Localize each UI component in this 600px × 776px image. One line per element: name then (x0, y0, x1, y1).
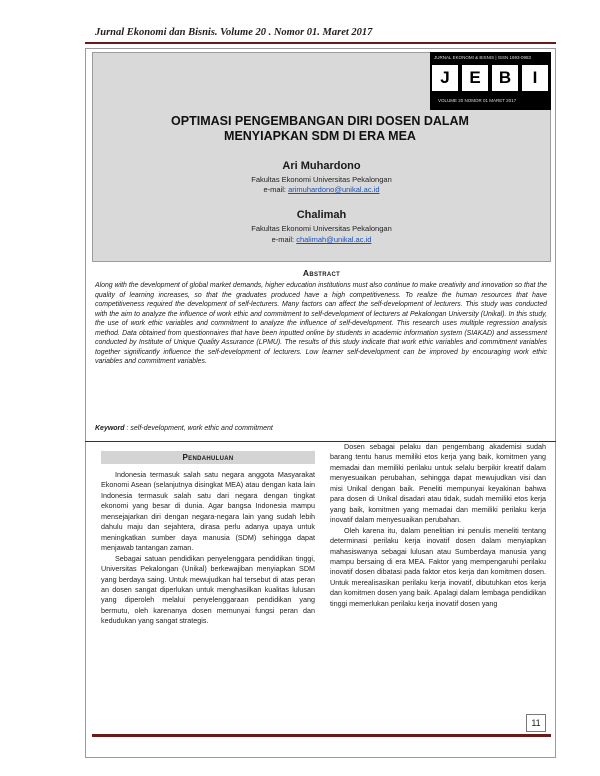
body-paragraph: Indonesia termasuk salah satu negara anggota Masyarakat Ekonomi Asean (selanjutnya disingkat MEA) atau dengan kata lain Indonesia termasuk salah satu dari negara dengan tingkat ekonomi yang besar di dunia. Agar bangsa Indonesia mampu mensejajarkan diri dengan negara-negara lain yang sudah lebih dahulu maju dan sejahtera, dirasa perlu adanya upaya untuk meningkatkan sumber daya manusia (SDM) sehingga dapat menjawab tantangan zaman. (101, 470, 315, 553)
page-number: 11 (526, 714, 546, 732)
body-paragraph: Dosen sebagai pelaku dan pengembang akademisi sudah barang tentu harus memiliki etos kerja yang baik, komitmen yang memadai dan memiliki perilaku untuk selalu berpikir kreatif dalam menyesuaikan perubahan, sehingga dapat mewujudkan visi dan misi Unikal dengan baik. Peneliti mempunyai keyakinan bahwa para dosen di Unikal disadari atau tidak, sudah memiliki etos kerja yang baik, komitmen yang memadai dan memiliki perilaku kerja inovatif dalam menyesuaikan perubahan. (330, 442, 546, 525)
author-email-link[interactable]: arimuhardono@unikal.ac.id (288, 185, 380, 194)
author-name: Chalimah (296, 209, 347, 221)
paper-title: OPTIMASI PENGEMBANGAN DIRI DOSEN DALAM MENYIAPKAN SDM DI ERA MEA (171, 114, 469, 143)
abstract-heading: Abstract (302, 268, 341, 278)
keywords-label: Keyword (95, 425, 125, 432)
logo-letter: J (432, 65, 458, 91)
author-affiliation: Fakultas Ekonomi Universitas Pekalongan (251, 175, 392, 184)
author-name: Ari Muhardono (282, 160, 361, 172)
section-heading: Pendahuluan (101, 451, 315, 464)
keywords-text: self-development, work ethic and commitment (130, 425, 273, 432)
keywords (95, 425, 273, 432)
logo-letter: E (462, 65, 488, 91)
left-column (101, 470, 315, 627)
abstract-text: Along with the development of global market demands, higher education institutions must also continue to make creativity and innovation so that the quality of learning increases, so that the graduates produced have a high competitiveness. To realize the human resources that have competitiveness required the development of self-lecturers. Many factors can affect the self-development of lecturers. This study was conducted with the aim to analyze the influence of work ethic and commitment to self-development of lecturers at Pekalongan University (Unikal). In this study, the use of work ethic variables and commitment to analyze the influence of self-development. This research uses multiple regression analysis method. Data obtained from questionnaires that have been inputted online by students in academic information system (SIAKAD) and assessment conducted by Institute of Unique Quality Assurance (LPMU). The results of this study indicate that work ethic variables and commitment variables together significantly influence the self-development of lecturers. Low learner self-development can be improved by encouraging work ethic variables and commitment variables. (95, 282, 547, 366)
logo-letters (432, 65, 548, 91)
logo-bottom-text: VOLUME 20 NOMOR 01 MARET 2017 (438, 98, 517, 103)
right-column (330, 442, 546, 609)
author-email-link[interactable]: chalimah@unikal.ac.id (296, 235, 372, 244)
email-prefix: e-mail: (263, 185, 289, 194)
footer-divider (92, 734, 551, 737)
author-email-line (92, 185, 551, 194)
body-paragraph: Sebagai satuan pendidikan penyelenggara pendidikan tinggi, Universitas Pekalongan (Unikal) berkewajiban menyiapkan SDM yang berdaya saing. Untuk mewujudkan hal tersebut di atas peran an dosen sangat diperlukan untuk menghasilkan kualitas lulusan yang diperoleh melalui penyelenggaraan pendidikan yang bermutu, oleh karenanya dosen memunyai fungsi peran dan kedudukan yang sangat strategis. (101, 553, 315, 626)
logo-top-text: JURNAL EKONOMI & BISNIS | ISSN 1693-0983 (434, 55, 532, 60)
body-paragraph: Oleh karena itu, dalam penelitian ini penulis meneliti tentang determinasi perilaku kerja inovatif dosen dalam menyiapkan mahasiswanya sebagai lulusan atau Sumberdaya manusia yang mampu bersaing di era MEA. Faktor yang mempengaruhi perilaku inovatif dosen dibatasi pada faktor etos kerja dan komitmen dosen. Untuk merealisasikan perilaku kerja inovatif, dibutuhkan etos kerja dan komitmen dosen yang baik. Apalagi dalam lembaga pendidikan tinggi memerlukan perilaku kerja inovatif dosen yang (330, 525, 546, 608)
logo-letter: B (492, 65, 518, 91)
journal-header: Jurnal Ekonomi dan Bisnis. Volume 20 . Nomor 01. Maret 2017 (95, 27, 373, 38)
keywords-separator: : (124, 425, 131, 432)
author-affiliation: Fakultas Ekonomi Universitas Pekalongan (251, 224, 392, 233)
journal-logo (430, 52, 551, 110)
logo-letter: I (522, 65, 548, 91)
header-divider (85, 42, 556, 44)
email-prefix: e-mail: (271, 235, 297, 244)
author-email-line (92, 235, 551, 244)
